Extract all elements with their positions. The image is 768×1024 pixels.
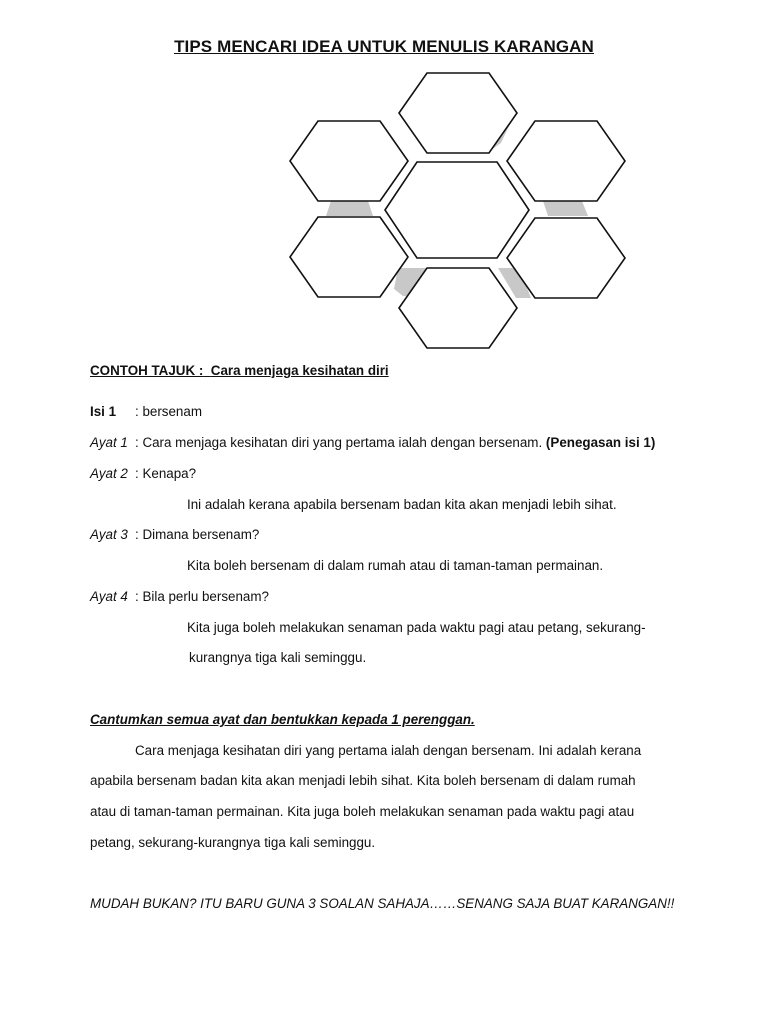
hexagon-upper-left bbox=[290, 121, 408, 201]
hexagon-upper-right bbox=[507, 121, 625, 201]
ayat-text: : Bila perlu bersenam? bbox=[135, 589, 269, 604]
example-topic: Cara menjaga kesihatan diri bbox=[210, 363, 389, 378]
example-label: CONTOH TAJUK : bbox=[90, 363, 204, 378]
isi-label: Isi 1 bbox=[90, 404, 117, 419]
answer-line: kurangnya tiga kali seminggu. bbox=[189, 650, 367, 665]
isi-value: : bersenam bbox=[135, 404, 202, 419]
hexagon-diagram bbox=[0, 0, 768, 360]
paragraph-line: Cara menjaga kesihatan diri yang pertama ialah dengan bersenam. Ini adalah kerana bbox=[135, 743, 642, 758]
ayat-label: Ayat 2 bbox=[90, 466, 128, 481]
connector-right bbox=[543, 201, 588, 216]
answer-line: Ini adalah kerana apabila bersenam badan kita akan menjadi lebih sihat. bbox=[187, 497, 617, 512]
ayat-text: : Kenapa? bbox=[135, 466, 197, 481]
example-topic-line bbox=[90, 363, 389, 378]
ayat-line-1 bbox=[90, 435, 655, 450]
ayat-label: Ayat 4 bbox=[90, 589, 128, 604]
connector-left bbox=[326, 201, 373, 216]
answer-line: Kita juga boleh melakukan senaman pada waktu pagi atau petang, sekurang- bbox=[187, 620, 646, 635]
paragraph-line: atau di taman-taman permainan. Kita juga boleh melakukan senaman pada waktu pagi atau bbox=[90, 804, 635, 819]
ayat-line-2 bbox=[90, 466, 196, 481]
paragraph-line: petang, sekurang-kurangnya tiga kali seminggu. bbox=[90, 835, 376, 850]
ayat-label: Ayat 3 bbox=[90, 527, 128, 542]
ayat-text: : Dimana bersenam? bbox=[135, 527, 260, 542]
page-title: TIPS MENCARI IDEA UNTUK MENULIS KARANGAN bbox=[174, 37, 594, 56]
hexagon-lower-left bbox=[290, 217, 408, 297]
isi-line bbox=[90, 404, 202, 419]
ayat-label: Ayat 1 bbox=[90, 435, 128, 450]
paragraph-line: apabila bersenam badan kita akan menjadi lebih sihat. Kita boleh bersenam di dalam rumah bbox=[90, 773, 636, 788]
ayat-line-3 bbox=[90, 527, 259, 542]
emphasis-note: (Penegasan isi 1) bbox=[545, 435, 656, 450]
combine-heading: Cantumkan semua ayat dan bentukkan kepada 1 perenggan. bbox=[90, 712, 475, 727]
hexagon-center bbox=[385, 162, 529, 258]
closing-remark: MUDAH BUKAN? ITU BARU GUNA 3 SOALAN SAHAJA……SENANG SAJA BUAT KARANGAN!! bbox=[90, 896, 675, 911]
ayat-text: : Cara menjaga kesihatan diri yang pertama ialah dengan bersenam. bbox=[135, 435, 543, 450]
answer-line: Kita boleh bersenam di dalam rumah atau di taman-taman permainan. bbox=[187, 558, 604, 573]
ayat-line-4 bbox=[90, 589, 269, 604]
